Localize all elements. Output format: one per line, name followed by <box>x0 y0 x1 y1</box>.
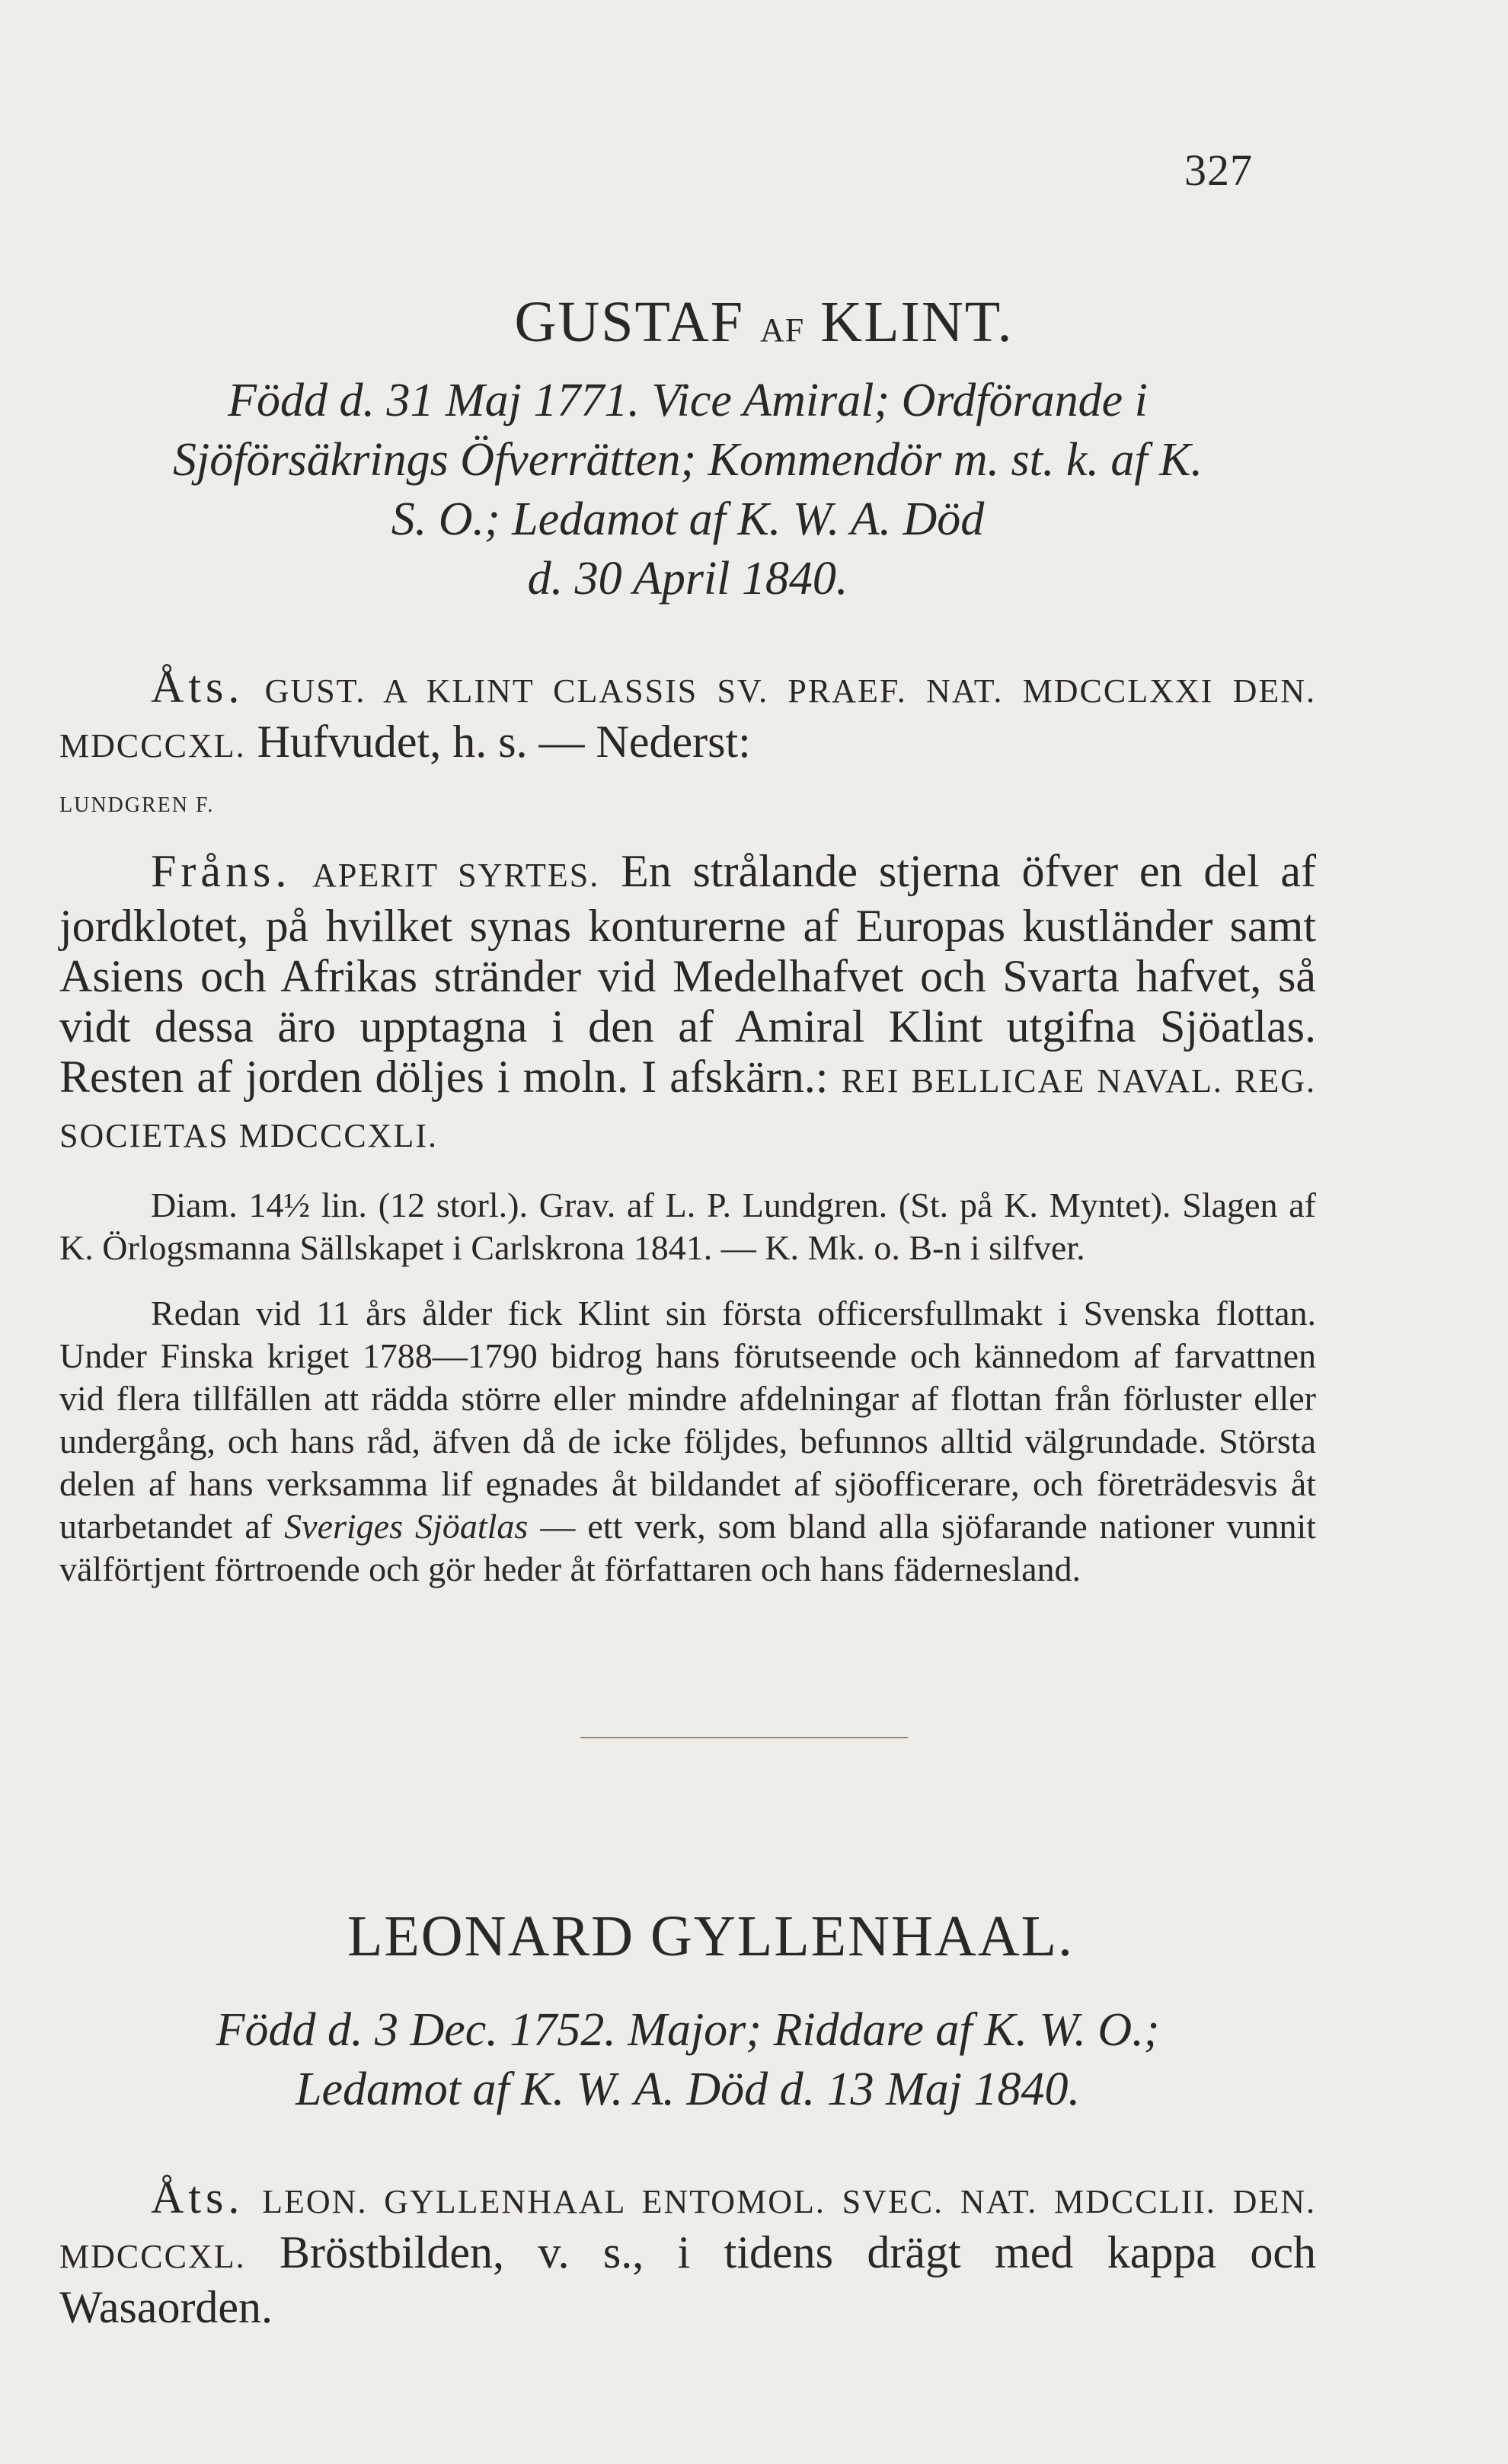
entry-title <box>59 289 1316 356</box>
bio-line: Sjöförsäkrings Öfverrätten; Kommendör m. st. k. af K. <box>173 434 1203 486</box>
narrative-text: — ett verk, som bland alla sjöfarande nationer vunnit välförtjent förtroende och gör heder åt författaren och hans fädernesland. <box>59 1507 1317 1588</box>
reverse-label: Fråns. <box>151 846 292 896</box>
obverse-label: Åts. <box>151 2172 244 2223</box>
entry-gustaf-af-klint <box>59 289 1316 1591</box>
reverse-motto: APERIT SYRTES. <box>312 857 600 894</box>
obverse-description <box>59 2172 1316 2332</box>
title-last-name: KLINT. <box>820 290 1014 354</box>
bio-line: S. O.; Ledamot af K. W. A. Död <box>391 493 985 545</box>
obverse-inscription: GUST. A KLINT CLASSIS SV. PRAEF. NAT. MDCCLXXI DEN. MDCCCXL. <box>59 672 1316 764</box>
reverse-text: En strålande stjerna öfver en del af jordklotet, på hvilket synas konturerne af Europas kustländer samt Asiens och Afrikas stränder vid Medelhafvet och Svarta hafvet, så vidt dessa äro upptagna i den af Amiral Klint utgifna Sjöatlas. Resten af jorden döljes i moln. I afskärn.: <box>59 846 1317 1102</box>
engraver-signature: LUNDGREN F. <box>59 793 215 817</box>
biographical-narrative <box>59 1292 1316 1591</box>
obverse-label: Åts. <box>151 662 244 712</box>
obverse-description <box>59 662 1316 831</box>
narrative-text: Redan vid 11 års ålder fick Klint sin första officersfullmakt i Svenska flottan. Under Finska kriget 1788—1790 bidrog hans förutseende och kännedom af farvattnen vid flera tillfällen att rädda större eller mindre afdelningar af flottan från förluster eller undergång, och hans råd, äfven då de icke följdes, befunnos alltid välgrundade. Största delen af hans verksamma lif egnades åt bildandet af sjöofficerare, och företrädesvis åt utarbetandet af <box>59 1294 1316 1546</box>
title-first-name: GUSTAF <box>514 290 744 354</box>
obverse-inscription: LEON. GYLLENHAAL ENTOMOL. SVEC. NAT. MDCCLII. DEN. MDCCCXL. <box>59 2183 1317 2275</box>
exergue-inscription: REI BELLICAE NAVAL. REG. SOCIETAS MDCCCXLI. <box>59 1062 1317 1154</box>
section-divider <box>580 1737 908 1738</box>
page-number: 327 <box>1184 145 1253 195</box>
title-particle: AF <box>759 311 805 349</box>
entry-title: LEONARD GYLLENHAAL. <box>347 1904 1075 1968</box>
medal-details: Diam. 14½ lin. (12 storl.). Grav. af L. P. Lundgren. (St. på K. Myntet). Slagen af K. Örlogsmanna Sällskapet i Carlskrona 1841. — K. Mk. o. B-n i silfver. <box>59 1186 1316 1267</box>
entry-leonard-gyllenhaal <box>59 1904 1316 2332</box>
narrative-work-title: Sveriges Sjöatlas <box>284 1507 529 1546</box>
entry-biography <box>59 371 1316 608</box>
entry-biography <box>59 2000 1316 2119</box>
reverse-description <box>59 846 1316 1161</box>
bio-line: Född d. 3 Dec. 1752. Major; Riddare af K. W. O.; <box>216 2004 1160 2056</box>
obverse-text: Hufvudet, h. s. — Nederst: <box>257 717 751 767</box>
bio-line: Född d. 31 Maj 1771. Vice Amiral; Ordförande i <box>228 375 1148 426</box>
bio-line: d. 30 April 1840. <box>527 553 848 605</box>
obverse-text: Bröstbilden, v. s., i tidens drägt med kappa och Wasaorden. <box>59 2227 1316 2332</box>
bio-line: Ledamot af K. W. A. Död d. 13 Maj 1840. <box>296 2063 1080 2115</box>
